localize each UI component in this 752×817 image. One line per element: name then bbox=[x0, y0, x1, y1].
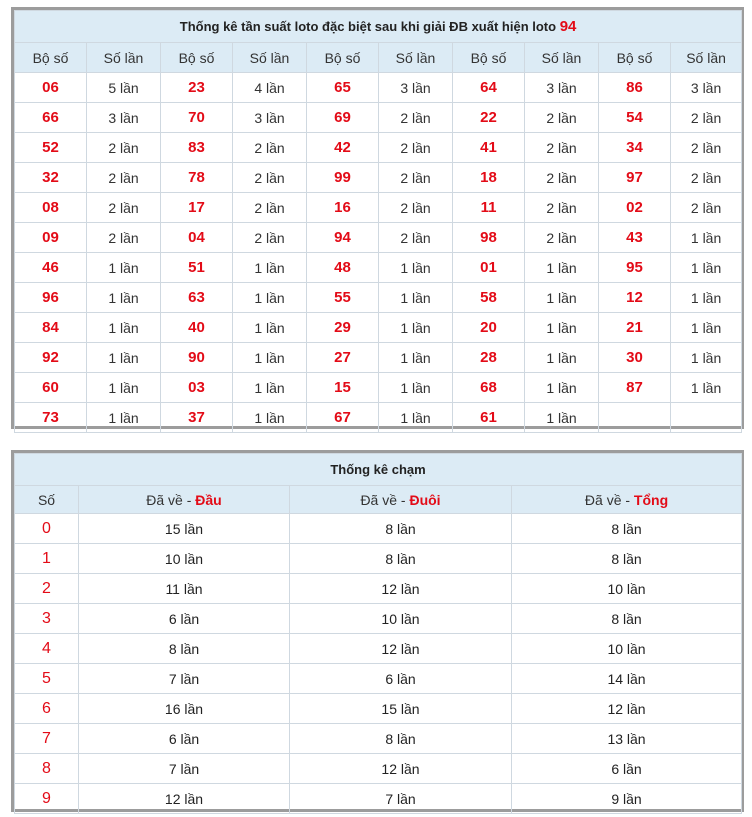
table-row bbox=[15, 574, 742, 604]
frequency-title-text: Thống kê tần suất loto đặc biệt sau khi giải ĐB xuất hiện loto bbox=[179, 19, 557, 34]
loto-number: 12 bbox=[599, 283, 671, 313]
loto-number: 70 bbox=[161, 103, 233, 133]
loto-number: 69 bbox=[307, 103, 379, 133]
loto-count: 2 lần bbox=[233, 223, 307, 253]
loto-count: 2 lần bbox=[233, 133, 307, 163]
table-row bbox=[15, 223, 742, 253]
cham-dau-count: 12 lần bbox=[79, 784, 290, 814]
loto-number: 84 bbox=[15, 313, 87, 343]
cham-digit: 7 bbox=[15, 724, 79, 754]
header-bo-so: Bộ số bbox=[15, 43, 87, 73]
loto-count: 1 lần bbox=[233, 343, 307, 373]
loto-count: 2 lần bbox=[671, 193, 742, 223]
loto-count: 3 lần bbox=[525, 73, 599, 103]
loto-count: 1 lần bbox=[233, 373, 307, 403]
loto-number: 94 bbox=[307, 223, 379, 253]
cham-dau-count: 10 lần bbox=[79, 544, 290, 574]
header-so-lan: Số lần bbox=[379, 43, 453, 73]
cham-tong-count: 6 lần bbox=[512, 754, 742, 784]
cham-header-prefix: Đã về - bbox=[146, 491, 196, 508]
cham-digit: 3 bbox=[15, 604, 79, 634]
cham-digit: 9 bbox=[15, 784, 79, 814]
loto-number: 87 bbox=[599, 373, 671, 403]
cham-tong-count: 8 lần bbox=[512, 544, 742, 574]
loto-count: 2 lần bbox=[525, 103, 599, 133]
loto-number: 04 bbox=[161, 223, 233, 253]
loto-number: 73 bbox=[15, 403, 87, 433]
cham-header-tong-label: Tổng bbox=[633, 491, 669, 508]
loto-number: 67 bbox=[307, 403, 379, 433]
loto-count: 1 lần bbox=[379, 253, 453, 283]
header-bo-so: Bộ số bbox=[453, 43, 525, 73]
cham-tong-count: 10 lần bbox=[512, 634, 742, 664]
loto-count: 4 lần bbox=[233, 73, 307, 103]
cham-tong-count: 10 lần bbox=[512, 574, 742, 604]
cham-dau-count: 8 lần bbox=[79, 634, 290, 664]
loto-count: 1 lần bbox=[525, 403, 599, 433]
cham-dau-count: 6 lần bbox=[79, 724, 290, 754]
cham-duoi-count: 6 lần bbox=[290, 664, 512, 694]
cham-duoi-count: 12 lần bbox=[290, 754, 512, 784]
loto-count: 2 lần bbox=[87, 133, 161, 163]
loto-count: 2 lần bbox=[671, 133, 742, 163]
loto-number: 20 bbox=[453, 313, 525, 343]
loto-count: 1 lần bbox=[233, 313, 307, 343]
loto-count: 2 lần bbox=[525, 193, 599, 223]
cham-header-dau bbox=[79, 486, 290, 514]
cham-digit: 6 bbox=[15, 694, 79, 724]
loto-count: 1 lần bbox=[379, 343, 453, 373]
header-so-lan: Số lần bbox=[525, 43, 599, 73]
loto-number: 28 bbox=[453, 343, 525, 373]
cham-duoi-count: 7 lần bbox=[290, 784, 512, 814]
loto-number bbox=[599, 403, 671, 433]
table-row bbox=[15, 604, 742, 634]
cham-header-tong bbox=[512, 486, 742, 514]
cham-tong-count: 13 lần bbox=[512, 724, 742, 754]
loto-count: 2 lần bbox=[525, 133, 599, 163]
table-row bbox=[15, 133, 742, 163]
loto-count: 1 lần bbox=[525, 313, 599, 343]
cham-header-so: Số bbox=[15, 486, 79, 514]
cham-dau-count: 15 lần bbox=[79, 514, 290, 544]
cham-table bbox=[14, 453, 742, 814]
cham-tong-count: 8 lần bbox=[512, 514, 742, 544]
loto-count: 1 lần bbox=[233, 283, 307, 313]
frequency-table bbox=[14, 10, 742, 433]
loto-number: 66 bbox=[15, 103, 87, 133]
loto-number: 63 bbox=[161, 283, 233, 313]
cham-digit: 0 bbox=[15, 514, 79, 544]
loto-number: 18 bbox=[453, 163, 525, 193]
loto-number: 43 bbox=[599, 223, 671, 253]
cham-tong-count: 9 lần bbox=[512, 784, 742, 814]
loto-number: 97 bbox=[599, 163, 671, 193]
cham-duoi-count: 12 lần bbox=[290, 574, 512, 604]
cham-digit: 5 bbox=[15, 664, 79, 694]
frequency-title-highlight: 94 bbox=[559, 18, 577, 35]
loto-number: 51 bbox=[161, 253, 233, 283]
cham-header-prefix: Đã về - bbox=[584, 491, 634, 508]
loto-count: 1 lần bbox=[525, 253, 599, 283]
cham-duoi-count: 10 lần bbox=[290, 604, 512, 634]
loto-number: 06 bbox=[15, 73, 87, 103]
loto-number: 32 bbox=[15, 163, 87, 193]
loto-count: 3 lần bbox=[379, 73, 453, 103]
loto-number: 09 bbox=[15, 223, 87, 253]
loto-number: 58 bbox=[453, 283, 525, 313]
cham-duoi-count: 12 lần bbox=[290, 634, 512, 664]
loto-number: 11 bbox=[453, 193, 525, 223]
loto-number: 03 bbox=[161, 373, 233, 403]
loto-count: 1 lần bbox=[379, 403, 453, 433]
loto-count: 1 lần bbox=[525, 283, 599, 313]
header-bo-so: Bộ số bbox=[307, 43, 379, 73]
loto-number: 42 bbox=[307, 133, 379, 163]
loto-count: 2 lần bbox=[379, 193, 453, 223]
loto-number: 17 bbox=[161, 193, 233, 223]
cham-tong-count: 14 lần bbox=[512, 664, 742, 694]
loto-number: 68 bbox=[453, 373, 525, 403]
loto-count: 3 lần bbox=[233, 103, 307, 133]
loto-number: 40 bbox=[161, 313, 233, 343]
cham-header-dau-label: Đầu bbox=[195, 491, 222, 508]
table-row bbox=[15, 544, 742, 574]
cham-header-duoi bbox=[290, 486, 512, 514]
frequency-panel bbox=[11, 7, 744, 429]
table-row bbox=[15, 724, 742, 754]
loto-number: 64 bbox=[453, 73, 525, 103]
cham-duoi-count: 15 lần bbox=[290, 694, 512, 724]
loto-count: 2 lần bbox=[379, 103, 453, 133]
table-row bbox=[15, 313, 742, 343]
loto-count: 3 lần bbox=[671, 73, 742, 103]
header-so-lan: Số lần bbox=[233, 43, 307, 73]
cham-dau-count: 7 lần bbox=[79, 754, 290, 784]
loto-count: 2 lần bbox=[379, 163, 453, 193]
loto-number: 02 bbox=[599, 193, 671, 223]
loto-count: 1 lần bbox=[379, 283, 453, 313]
loto-number: 99 bbox=[307, 163, 379, 193]
loto-number: 65 bbox=[307, 73, 379, 103]
loto-count: 5 lần bbox=[87, 73, 161, 103]
loto-count bbox=[671, 403, 742, 433]
loto-number: 23 bbox=[161, 73, 233, 103]
cham-dau-count: 7 lần bbox=[79, 664, 290, 694]
loto-count: 1 lần bbox=[87, 253, 161, 283]
table-row bbox=[15, 103, 742, 133]
loto-count: 1 lần bbox=[87, 343, 161, 373]
loto-number: 90 bbox=[161, 343, 233, 373]
loto-count: 2 lần bbox=[233, 193, 307, 223]
loto-number: 96 bbox=[15, 283, 87, 313]
cham-digit: 1 bbox=[15, 544, 79, 574]
cham-title: Thống kê chạm bbox=[15, 454, 742, 486]
loto-count: 1 lần bbox=[671, 253, 742, 283]
cham-header-prefix: Đã về - bbox=[360, 491, 410, 508]
loto-count: 1 lần bbox=[671, 283, 742, 313]
loto-count: 1 lần bbox=[671, 313, 742, 343]
cham-digit: 2 bbox=[15, 574, 79, 604]
table-row bbox=[15, 754, 742, 784]
loto-number: 34 bbox=[599, 133, 671, 163]
loto-count: 2 lần bbox=[379, 223, 453, 253]
loto-number: 55 bbox=[307, 283, 379, 313]
loto-count: 1 lần bbox=[671, 343, 742, 373]
loto-number: 48 bbox=[307, 253, 379, 283]
loto-count: 1 lần bbox=[379, 373, 453, 403]
loto-count: 1 lần bbox=[87, 313, 161, 343]
cham-digit: 8 bbox=[15, 754, 79, 784]
cham-digit: 4 bbox=[15, 634, 79, 664]
cham-duoi-count: 8 lần bbox=[290, 514, 512, 544]
loto-count: 2 lần bbox=[671, 163, 742, 193]
loto-number: 60 bbox=[15, 373, 87, 403]
loto-count: 1 lần bbox=[525, 373, 599, 403]
loto-count: 2 lần bbox=[87, 223, 161, 253]
loto-count: 2 lần bbox=[525, 163, 599, 193]
loto-count: 2 lần bbox=[525, 223, 599, 253]
cham-header-duoi-label: Đuôi bbox=[409, 491, 441, 508]
table-row bbox=[15, 634, 742, 664]
cham-duoi-count: 8 lần bbox=[290, 544, 512, 574]
loto-count: 1 lần bbox=[671, 223, 742, 253]
table-row bbox=[15, 193, 742, 223]
cham-tong-count: 12 lần bbox=[512, 694, 742, 724]
loto-number: 98 bbox=[453, 223, 525, 253]
table-row bbox=[15, 343, 742, 373]
loto-count: 1 lần bbox=[87, 403, 161, 433]
cham-dau-count: 16 lần bbox=[79, 694, 290, 724]
cham-dau-count: 6 lần bbox=[79, 604, 290, 634]
loto-number: 78 bbox=[161, 163, 233, 193]
table-row bbox=[15, 664, 742, 694]
loto-number: 92 bbox=[15, 343, 87, 373]
loto-number: 95 bbox=[599, 253, 671, 283]
loto-number: 46 bbox=[15, 253, 87, 283]
header-bo-so: Bộ số bbox=[161, 43, 233, 73]
table-row bbox=[15, 403, 742, 433]
table-row bbox=[15, 514, 742, 544]
loto-number: 27 bbox=[307, 343, 379, 373]
loto-number: 37 bbox=[161, 403, 233, 433]
header-bo-so: Bộ số bbox=[599, 43, 671, 73]
loto-number: 21 bbox=[599, 313, 671, 343]
header-so-lan: Số lần bbox=[87, 43, 161, 73]
loto-number: 15 bbox=[307, 373, 379, 403]
loto-count: 1 lần bbox=[233, 253, 307, 283]
table-row bbox=[15, 163, 742, 193]
loto-number: 86 bbox=[599, 73, 671, 103]
cham-dau-count: 11 lần bbox=[79, 574, 290, 604]
table-row bbox=[15, 253, 742, 283]
loto-count: 2 lần bbox=[671, 103, 742, 133]
loto-number: 30 bbox=[599, 343, 671, 373]
loto-count: 1 lần bbox=[671, 373, 742, 403]
table-row bbox=[15, 73, 742, 103]
table-row bbox=[15, 373, 742, 403]
loto-number: 54 bbox=[599, 103, 671, 133]
loto-number: 22 bbox=[453, 103, 525, 133]
table-row bbox=[15, 694, 742, 724]
loto-count: 1 lần bbox=[379, 313, 453, 343]
loto-count: 3 lần bbox=[87, 103, 161, 133]
header-so-lan: Số lần bbox=[671, 43, 742, 73]
table-row bbox=[15, 784, 742, 814]
cham-tong-count: 8 lần bbox=[512, 604, 742, 634]
frequency-title bbox=[15, 11, 742, 43]
table-row bbox=[15, 283, 742, 313]
loto-count: 1 lần bbox=[233, 403, 307, 433]
loto-count: 1 lần bbox=[87, 283, 161, 313]
loto-count: 2 lần bbox=[87, 193, 161, 223]
cham-duoi-count: 8 lần bbox=[290, 724, 512, 754]
loto-number: 16 bbox=[307, 193, 379, 223]
loto-number: 52 bbox=[15, 133, 87, 163]
loto-number: 41 bbox=[453, 133, 525, 163]
loto-number: 08 bbox=[15, 193, 87, 223]
loto-count: 2 lần bbox=[233, 163, 307, 193]
loto-number: 61 bbox=[453, 403, 525, 433]
loto-number: 01 bbox=[453, 253, 525, 283]
loto-count: 2 lần bbox=[87, 163, 161, 193]
loto-number: 83 bbox=[161, 133, 233, 163]
loto-count: 2 lần bbox=[379, 133, 453, 163]
loto-number: 29 bbox=[307, 313, 379, 343]
cham-panel bbox=[11, 450, 744, 812]
loto-count: 1 lần bbox=[87, 373, 161, 403]
loto-count: 1 lần bbox=[525, 343, 599, 373]
